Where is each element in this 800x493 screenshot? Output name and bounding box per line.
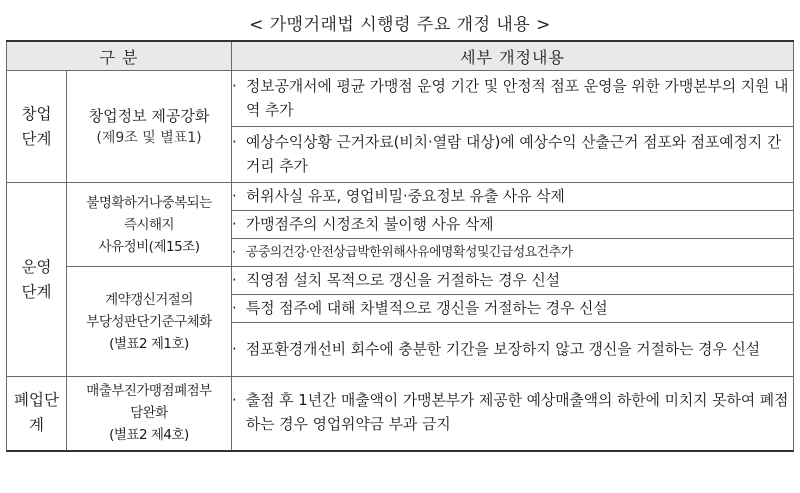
- detail-text-5: 공중의건강·안전상급박한위해사유에명확성및긴급성요건추가: [246, 244, 573, 260]
- header-detail: 세부 개정내용: [232, 41, 794, 71]
- table-title: < 가맹거래법 시행령 주요 개정 내용 >: [249, 15, 551, 35]
- detail-row-7: · 특정 점주에 대해 차별적으로 갱신을 거절하는 경우 신설: [232, 295, 794, 323]
- detail-text-1: 정보공개서에 평균 가맹점 운영 기간 및 안정적 점포 운영을 위한 가맹본부의 지원 내역 추가: [246, 77, 789, 119]
- item-closure-penalty-line3: (별표2 제4호): [109, 427, 189, 444]
- item-unclear-info: [67, 183, 232, 267]
- detail-text-9: 출점 후 1년간 매출액이 가맹본부가 제공한 예상매출액의 하한에 미치지 못하여 폐점하는 경우 영업위약금 부과 금지: [246, 392, 789, 434]
- detail-row-9: · 출점 후 1년간 매출액이 가맹본부가 제공한 예상매출액의 하한에 미치지 못하여 폐점하는 경우 영업위약금 부과 금지: [232, 377, 794, 451]
- detail-row-8: · 점포환경개선비 회수에 충분한 기간을 보장하지 않고 갱신을 거절하는 경우 신설: [232, 323, 794, 377]
- stage-operation-label: 운영 단계: [21, 257, 52, 301]
- detail-row-4: · 가맹점주의 시정조치 불이행 사유 삭제: [232, 211, 794, 239]
- item-unclear-info-line2: 즉시해지: [123, 216, 175, 233]
- detail-row-1: · 정보공개서에 평균 가맹점 운영 기간 및 안정적 점포 운영을 위한 가맹본부의 지원 내역 추가: [232, 71, 794, 127]
- stage-closure: [7, 377, 67, 451]
- detail-text-8: 점포환경개선비 회수에 충분한 기간을 보장하지 않고 갱신을 거절하는 경우 신설: [246, 340, 761, 358]
- detail-row-2: · 예상수익상황 근거자료(비치·열람 대상)에 예상수익 산출근거 점포와 점포예정지 간 거리 추가: [232, 127, 794, 183]
- item-info-strengthen-sub: (제9조 및 별표1): [96, 129, 202, 146]
- item-renewal-refusal-line1: 계약갱신거절의: [105, 291, 193, 308]
- detail-text-4: 가맹점주의 시정조치 불이행 사유 삭제: [246, 215, 494, 233]
- item-closure-penalty-line2: 담완화: [130, 405, 168, 422]
- header-category: 구 분: [7, 41, 232, 71]
- detail-text-6: 직영점 설치 목적으로 갱신을 거절하는 경우 신설: [246, 271, 561, 289]
- detail-row-3: · 허위사실 유포, 영업비밀·중요정보 유출 사유 삭제: [232, 183, 794, 211]
- stage-startup: [7, 71, 67, 183]
- item-unclear-info-line3: 사유정비(제15조): [98, 238, 200, 255]
- stage-closure-label: 폐업단계: [14, 391, 59, 435]
- item-closure-penalty-line1: 매출부진가맹점폐점부: [86, 383, 212, 400]
- detail-row-6: · 직영점 설치 목적으로 갱신을 거절하는 경우 신설: [232, 267, 794, 295]
- item-info-strengthen-title: 창업정보 제공강화: [88, 106, 210, 125]
- detail-text-2: 예상수익상황 근거자료(비치·열람 대상)에 예상수익 산출근거 점포와 점포예정지 간 거리 추가: [246, 133, 782, 175]
- stage-startup-label: 창업 단계: [21, 104, 52, 148]
- detail-text-3: 허위사실 유포, 영업비밀·중요정보 유출 사유 삭제: [246, 187, 565, 205]
- detail-text-7: 특정 점주에 대해 차별적으로 갱신을 거절하는 경우 신설: [246, 299, 608, 317]
- stage-operation: [7, 183, 67, 377]
- detail-row-5: · 공중의건강·안전상급박한위해사유에명확성및긴급성요건추가: [232, 239, 794, 267]
- item-unclear-info-line1: 불명확하거나중복되는: [86, 194, 212, 211]
- item-renewal-refusal-line2: 부당성판단기준구체화: [86, 313, 212, 330]
- item-renewal-refusal: [67, 267, 232, 377]
- item-info-strengthen: [67, 71, 232, 183]
- item-closure-penalty: [67, 377, 232, 451]
- amendment-table: [6, 40, 794, 452]
- item-renewal-refusal-line3: (별표2 제1호): [109, 335, 189, 352]
